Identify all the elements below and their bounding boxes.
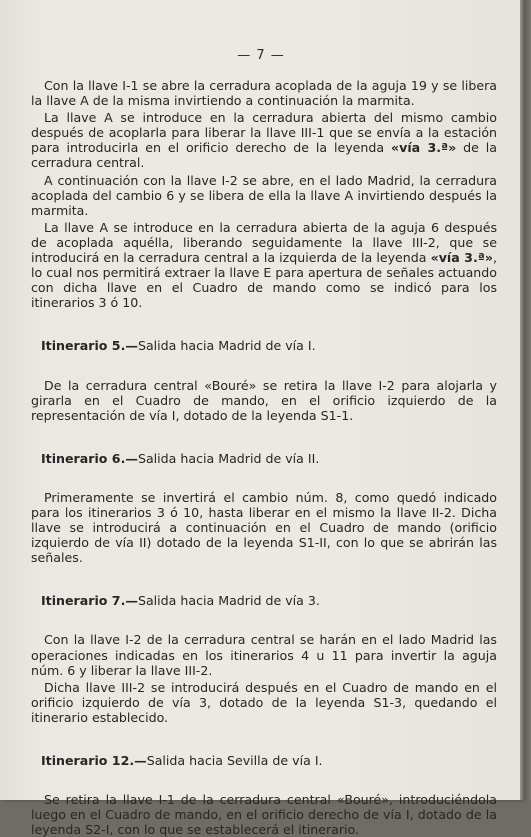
page-edge-shadow (520, 0, 531, 800)
itinerary-label: Itinerario 12.— (41, 753, 147, 768)
paragraph: Dicha llave III-2 se introducirá después en el Cuadro de mando en el orificio izquierdo de vía 3, dotado de la leyenda S1-3, quedando el itinerario establecido. (31, 679, 497, 725)
page-number: — 7 — (237, 48, 285, 63)
itinerary-title: Salida hacia Madrid de vía 3. (137, 593, 320, 609)
bold-term: «vía 3.ª» (391, 140, 457, 156)
itinerary-heading (31, 753, 497, 768)
itinerary-title: Salida hacia Madrid de vía I. (137, 338, 316, 354)
page-body (31, 78, 497, 837)
paragraph: Con la llave I-2 de la cerradura central se harán en el lado Madrid las operaciones indicadas en los itinerarios 4 u 11 para invertir la aguja núm. 6 y liberar la llave III-2. (31, 632, 497, 678)
itinerary-heading (31, 593, 497, 608)
itinerary-label: Itinerario 6.— (41, 450, 138, 466)
paragraph (31, 110, 497, 170)
paragraph-text: La llave A se introduce en la cerradura abierta del mismo cambio después de acoplarla para liberar la llave III-1 que se envía a la estación para introducirla en el orificio derecho de la leyenda (31, 110, 497, 156)
paragraph: De la cerradura central «Bouré» se retira la llave I-2 para alojarla y girarla en el Cuadro de mando, en el orificio izquierdo de la representación de vía I, dotado de la leyenda S1-1. (31, 377, 497, 423)
paragraph: Con la llave I-1 se abre la cerradura acoplada de la aguja 19 y se libera la llave A de la misma invirtiendo a continuación la marmita. (31, 78, 497, 109)
paragraph (31, 220, 497, 311)
paragraph: A continuación con la llave I-2 se abre, en el lado Madrid, la cerradura acoplada del cambio 6 y se libera de ella la llave A invirtiendo después la marmita. (31, 172, 497, 218)
paragraph-text: La llave A se introduce en la cerradura abierta de la aguja 6 después de acoplada aquélla, liberando seguidamente la llave III-2, que se introducirá en la cerradura central a la izquierda de la leyenda (31, 219, 497, 266)
bold-term: «vía 3.ª» (430, 250, 493, 266)
itinerary-title: Salida hacia Madrid de vía II. (137, 450, 320, 466)
itinerary-heading (31, 451, 497, 466)
itinerary-heading (31, 338, 497, 353)
paragraph-text: , lo cual nos permitirá extraer la llave E para apertura de señales actuando con dicha llave en el Cuadro de mando como se indicó para los itinerarios 3 ó 10. (31, 250, 497, 311)
paragraph: Primeramente se invertirá el cambio núm. 8, como quedó indicado para los itinerarios 3 ó 10, hasta liberar en el mismo la llave II-2. Dicha llave se introducirá a continuación en el Cuadro de mando (orificio izquierdo de vía II) dotado de la leyenda S1-II, con lo que se abrirán las señales. (31, 489, 497, 566)
itinerary-label: Itinerario 7.— (41, 593, 138, 609)
itinerary-label: Itinerario 5.— (41, 338, 138, 354)
paragraph-text: de la cerradura central. (31, 140, 497, 171)
itinerary-title: Salida hacia Sevilla de vía I. (146, 753, 323, 768)
paragraph: Se retira la llave I-1 de la cerradura central «Bouré», introduciéndola luego en el Cuadro de mando, en el orificio derecho de vía I, dotado de la leyenda S2-I, con lo que se establecerá el itinerario. (31, 792, 497, 837)
